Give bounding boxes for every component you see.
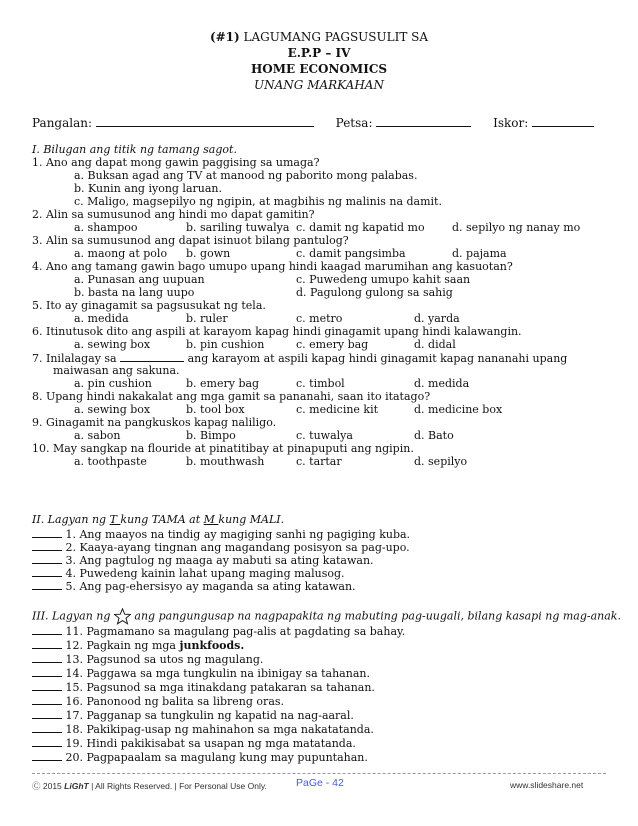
choice-5b[interactable]: b. ruler [186, 312, 228, 325]
question-7-cont: maiwasan ang sakuna. [53, 364, 180, 377]
answer-blank[interactable] [32, 680, 62, 691]
title-number: (#1) [209, 30, 240, 44]
section1-instruction: I. Bilugan ang titik ng tamang sagot. [32, 143, 237, 156]
behavior-item-14: 14. Paggawa sa mga tungkulin na ibinigay sa tahanan. [32, 666, 370, 680]
choice-8b[interactable]: b. tool box [186, 403, 245, 416]
quarter-title: UNANG MARKAHAN [254, 78, 384, 92]
date-field[interactable] [376, 116, 471, 127]
choice-5c[interactable]: c. metro [296, 312, 343, 325]
question-6: 6. Itinutusok dito ang aspili at karayom kapag hindi ginagamit upang hindi kalawangin. [32, 325, 522, 338]
mark-m: M [203, 513, 219, 526]
score-field[interactable] [532, 116, 594, 127]
star-icon [114, 608, 131, 625]
question-5: 5. Ito ay ginagamit sa pagsusukat ng tela. [32, 299, 266, 312]
question-3: 3. Alin sa sumusunod ang dapat isinuot bilang pantulog? [32, 234, 349, 247]
behavior-item-16: 16. Panonood ng balita sa libreng oras. [32, 694, 284, 708]
behavior-item-13: 13. Pagsunod sa utos ng magulang. [32, 652, 263, 666]
answer-blank[interactable] [32, 540, 62, 551]
answer-blank[interactable] [32, 579, 62, 590]
date-label: Petsa: [335, 116, 377, 130]
choice-3d[interactable]: d. pajama [452, 247, 507, 260]
choice-2a[interactable]: a. shampoo [74, 221, 138, 234]
choice-8c[interactable]: c. medicine kit [296, 403, 379, 416]
choice-10a[interactable]: a. toothpaste [74, 455, 147, 468]
fill-blank-7[interactable] [120, 351, 184, 362]
choice-3b[interactable]: b. gown [186, 247, 231, 260]
choice-6d[interactable]: d. didal [414, 338, 456, 351]
name-field[interactable] [96, 116, 314, 127]
choice-3c[interactable]: c. damit pangsimba [296, 247, 406, 260]
answer-blank[interactable] [32, 708, 62, 719]
answer-blank[interactable] [32, 553, 62, 564]
choice-8a[interactable]: a. sewing box [74, 403, 151, 416]
subject-title: E.P.P – IV [287, 46, 351, 60]
question-1: 1. Ano ang dapat mong gawin paggising sa umaga? [32, 156, 320, 169]
title-text: LAGUMANG PAGSUSULIT SA [239, 30, 429, 44]
answer-blank[interactable] [32, 652, 62, 663]
title-line-1 [0, 29, 638, 45]
choice-10d[interactable]: d. sepilyo [414, 455, 468, 468]
tf-item-3: 3. Ang pagtulog ng maaga ay mabuti sa ating katawan. [32, 553, 374, 567]
question-4: 4. Ano ang tamang gawin bago umupo upang hindi kaagad marumihan ang kasuotan? [32, 260, 513, 273]
footer-divider [32, 773, 606, 774]
behavior-item-20: 20. Pagpapaalam sa magulang kung may pupuntahan. [32, 750, 368, 764]
choice-9c[interactable]: c. tuwalya [296, 429, 353, 442]
answer-blank[interactable] [32, 736, 62, 747]
choice-2b[interactable]: b. sariling tuwalya [186, 221, 290, 234]
choice-9d[interactable]: d. Bato [414, 429, 454, 442]
answer-blank[interactable] [32, 638, 62, 649]
question-7: 7. Inilalagay sa ang karayom at aspili kapag hindi ginagamit kapag nananahi upang [32, 352, 568, 365]
mark-t: T [109, 513, 121, 526]
question-2: 2. Alin sa sumusunod ang hindi mo dapat gamitin? [32, 208, 315, 221]
choice-2d[interactable]: d. sepilyo ng nanay mo [452, 221, 581, 234]
page-number: PaGe - 42 [296, 777, 344, 789]
question-8: 8. Upang hindi nakakalat ang mga gamit sa pananahi, saan ito itatago? [32, 390, 431, 403]
tf-item-2: 2. Kaaya-ayang tingnan ang magandang posisyon sa pag-upo. [32, 540, 410, 554]
behavior-item-17: 17. Pagganap sa tungkulin ng kapatid na nag-aaral. [32, 708, 354, 722]
answer-blank[interactable] [32, 624, 62, 635]
question-10: 10. May sangkap na flouride at pinatitibay at pinapuputi ang ngipin. [32, 442, 414, 455]
behavior-item-12: 12. Pagkain ng mga junkfoods. [32, 638, 244, 652]
answer-blank[interactable] [32, 722, 62, 733]
choice-1a[interactable]: a. Buksan agad ang TV at manood ng paborito mong palabas. [74, 169, 418, 182]
choice-7a[interactable]: a. pin cushion [74, 377, 152, 390]
answer-blank[interactable] [32, 666, 62, 677]
section2-instruction: II. Lagyan ng T kung TAMA at M kung MALI. [32, 513, 285, 526]
choice-7d[interactable]: d. medida [414, 377, 470, 390]
choice-4a[interactable]: a. Punasan ang uupuan [74, 273, 205, 286]
choice-2c[interactable]: c. damit ng kapatid mo [296, 221, 425, 234]
choice-7c[interactable]: c. timbol [296, 377, 345, 390]
choice-10b[interactable]: b. mouthwash [186, 455, 265, 468]
choice-5d[interactable]: d. yarda [414, 312, 460, 325]
choice-4c[interactable]: c. Puwedeng umupo kahit saan [296, 273, 471, 286]
brand-name: LiGhT [64, 781, 89, 791]
choice-6b[interactable]: b. pin cushion [186, 338, 265, 351]
answer-blank[interactable] [32, 527, 62, 538]
choice-5a[interactable]: a. medida [74, 312, 129, 325]
answer-blank[interactable] [32, 694, 62, 705]
section3-instruction: III. Lagyan ng ang pangungusap na nagpapakita ng mabuting pag-uugali, bilang kasapi ng mag-anak. [32, 608, 621, 625]
choice-1c[interactable]: c. Maligo, magsepilyo ng ngipin, at magbihis ng malinis na damit. [74, 195, 442, 208]
choice-8d[interactable]: d. medicine box [414, 403, 503, 416]
choice-6a[interactable]: a. sewing box [74, 338, 151, 351]
name-label: Pangalan: [32, 116, 96, 130]
choice-10c[interactable]: c. tartar [296, 455, 342, 468]
footer-copyright: Ⓒ 2015 LiGhT | All Rights Reserved. | For Personal Use Only. [32, 781, 267, 791]
behavior-item-18: 18. Pakikipag-usap ng mahinahon sa mga nakatatanda. [32, 722, 374, 736]
tf-item-1: 1. Ang maayos na tindig ay magiging sanhi ng pagiging kuba. [32, 527, 410, 541]
choice-4d[interactable]: d. Pagulong gulong sa sahig [296, 286, 453, 299]
choice-7b[interactable]: b. emery bag [186, 377, 260, 390]
tf-item-4: 4. Puwedeng kainin lahat upang maging malusog. [32, 566, 345, 580]
score-label: Iskor: [493, 116, 533, 130]
info-line [32, 116, 594, 130]
choice-3a[interactable]: a. maong at polo [74, 247, 168, 260]
choice-1b[interactable]: b. Kunin ang iyong laruan. [74, 182, 222, 195]
behavior-item-19: 19. Hindi pakikisabat sa usapan ng mga matatanda. [32, 736, 356, 750]
behavior-item-15: 15. Pagsunod sa mga itinakdang patakaran sa tahanan. [32, 680, 375, 694]
answer-blank[interactable] [32, 750, 62, 761]
junkfoods-bold: junkfoods. [179, 639, 245, 652]
choice-4b[interactable]: b. basta na lang uupo [74, 286, 195, 299]
copyright-icon: Ⓒ [32, 781, 41, 791]
question-9: 9. Ginagamit na pangkuskos kapag naliligo. [32, 416, 277, 429]
tf-item-5: 5. Ang pag-ehersisyo ay maganda sa ating katawan. [32, 579, 356, 593]
behavior-item-11: 11. Pagmamano sa magulang pag-alis at pagdating sa bahay. [32, 624, 405, 638]
footer-site-link[interactable]: www.slideshare.net [510, 780, 584, 790]
choice-6c[interactable]: c. emery bag [296, 338, 369, 351]
choice-9a[interactable]: a. sabon [74, 429, 121, 442]
answer-blank[interactable] [32, 566, 62, 577]
subject-subtitle: HOME ECONOMICS [250, 62, 388, 76]
choice-9b[interactable]: b. Bimpo [186, 429, 236, 442]
